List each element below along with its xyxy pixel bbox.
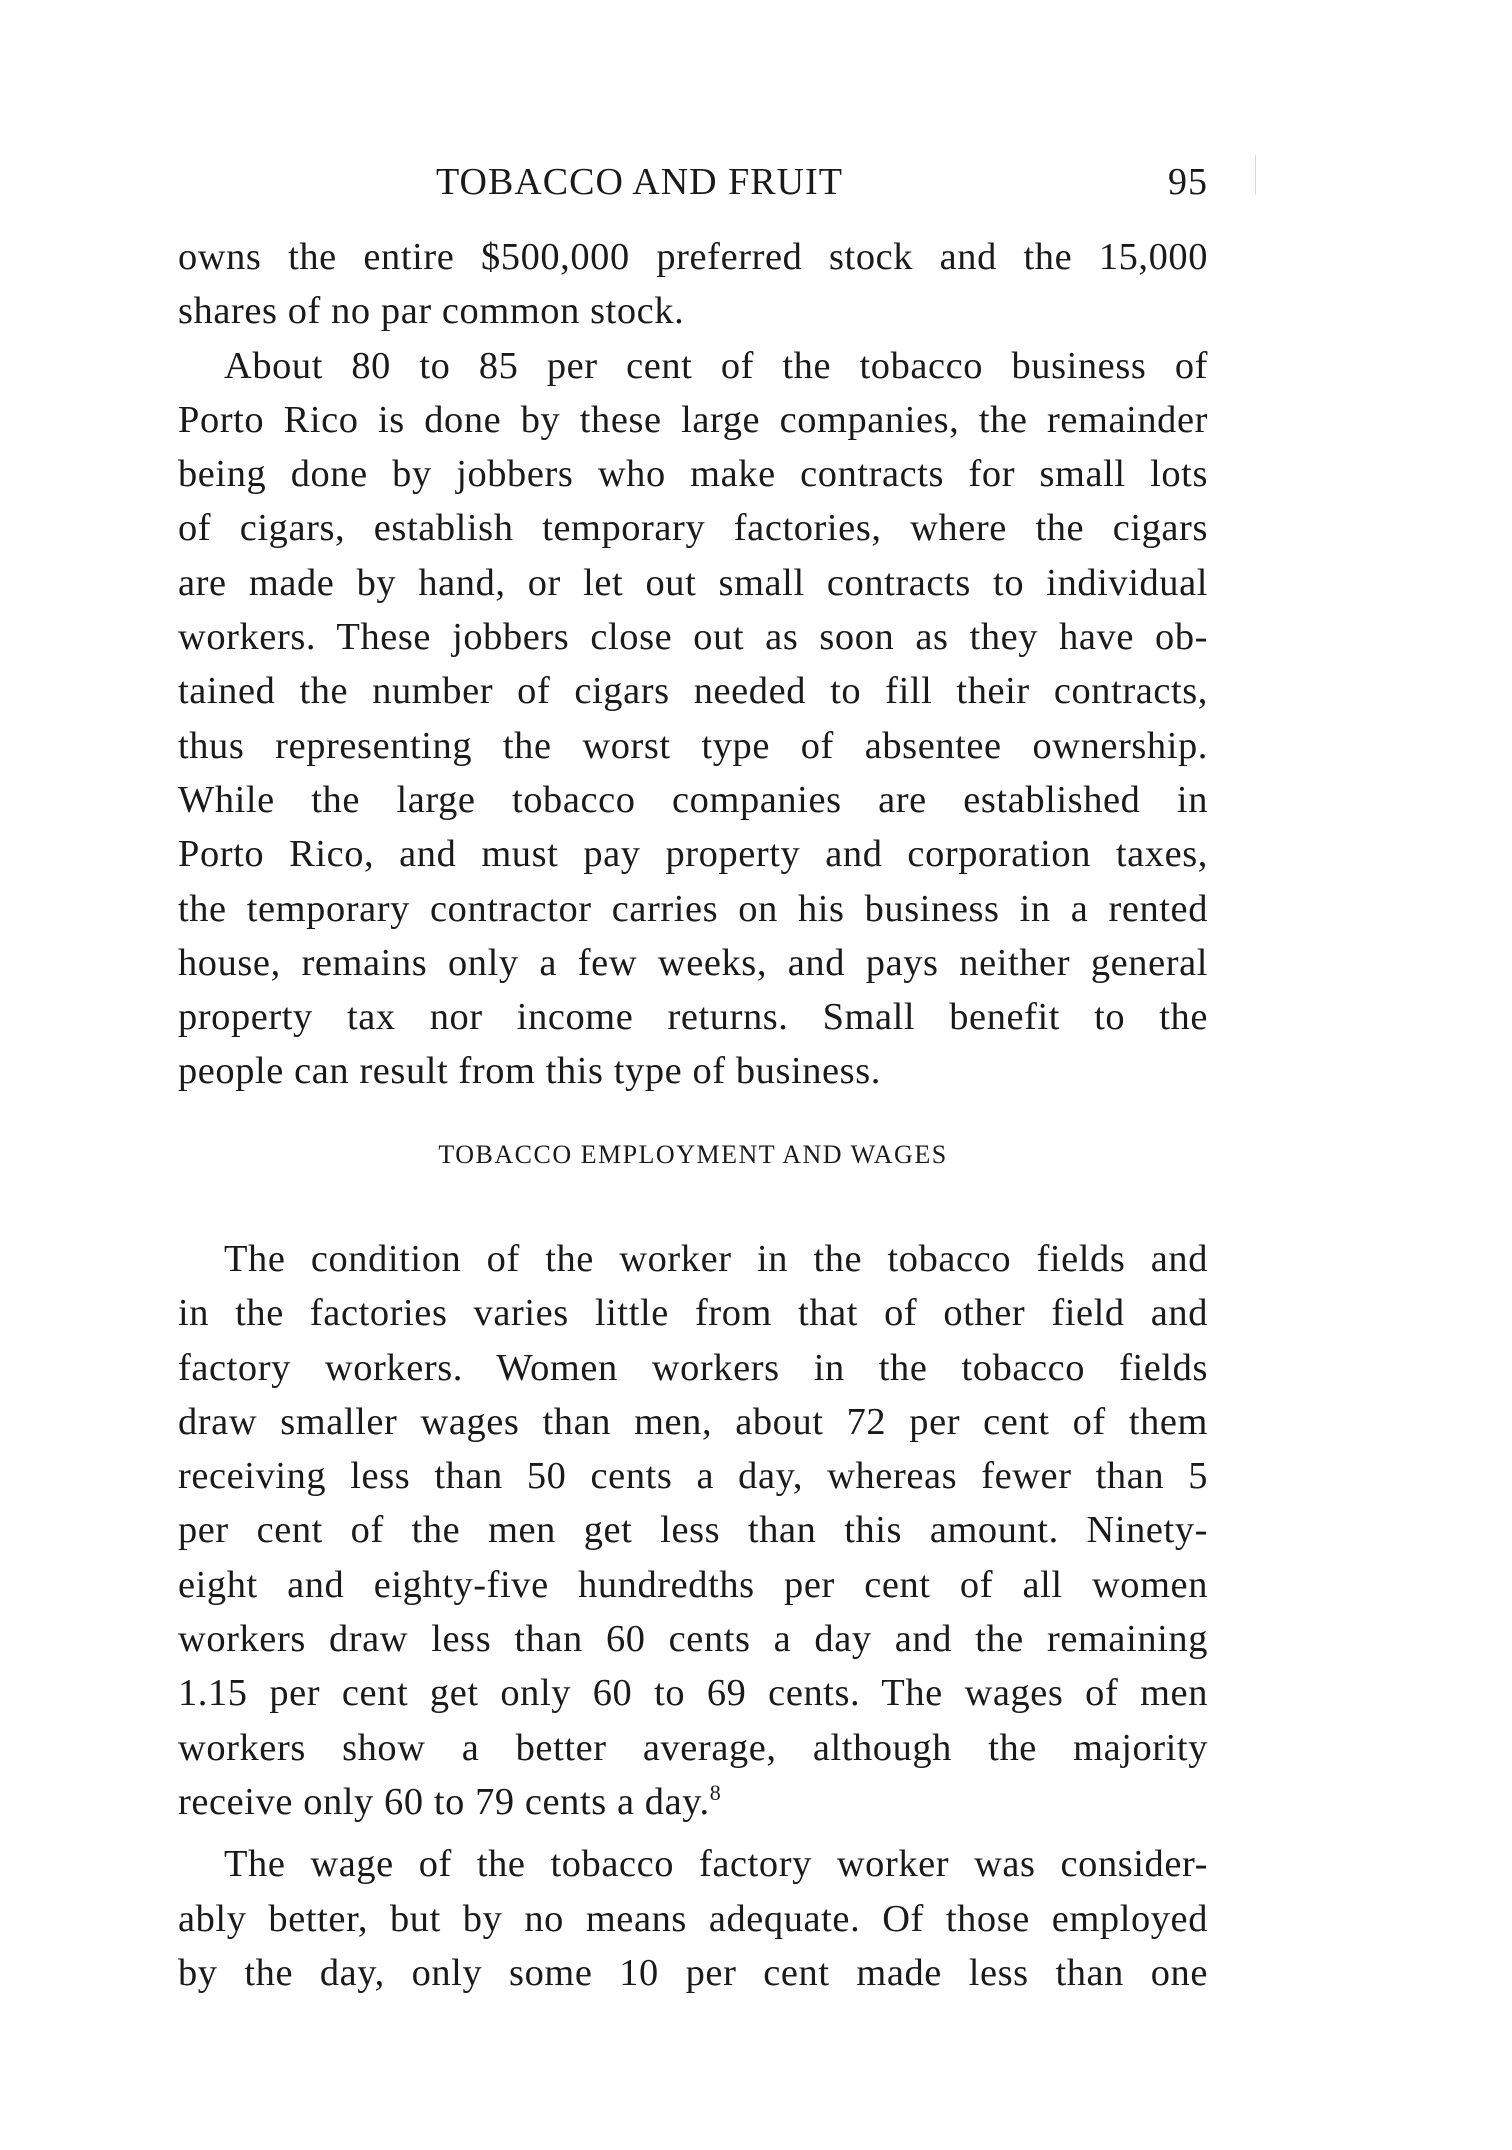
text-line: of cigars, establish temporary factories, where the cigars <box>178 507 1208 550</box>
text-line: While the large tobacco companies are established in <box>178 778 1208 821</box>
text-line: The wage of the tobacco factory worker was consider- <box>224 1843 1208 1886</box>
page-edge-mark <box>1255 155 1256 195</box>
text-line: receiving less than 50 cents a day, whereas fewer than 5 <box>178 1455 1208 1498</box>
text-line: by the day, only some 10 per cent made less than one <box>178 1951 1208 1994</box>
text-line: Porto Rico is done by these large companies, the remainder <box>178 398 1208 441</box>
text-line: eight and eighty-five hundredths per cent of all women <box>178 1563 1208 1606</box>
section-heading: TOBACCO EMPLOYMENT AND WAGES <box>438 1140 948 1169</box>
text-line-with-footnote <box>178 1775 1208 1829</box>
text-line: Porto Rico, and must pay property and corporation taxes, <box>178 833 1208 876</box>
text-line-content: receive only 60 to 79 cents a day. <box>178 1780 710 1823</box>
body-text-bottom <box>178 1232 1208 2000</box>
running-head <box>178 160 1208 212</box>
text-line: property tax nor income returns. Small benefit to the <box>178 996 1208 1039</box>
page-number: 95 <box>1168 161 1208 203</box>
text-line: house, remains only a few weeks, and pays neither general <box>178 941 1208 984</box>
body-text-top <box>178 230 1208 1099</box>
text-line: tained the number of cigars needed to fill their contracts, <box>178 670 1208 713</box>
text-line: shares of no par common stock. <box>178 290 685 333</box>
text-line: The condition of the worker in the tobacco fields and <box>224 1238 1208 1280</box>
text-line: factory workers. Women workers in the tobacco fields <box>178 1346 1208 1389</box>
text-line: 1.15 per cent get only 60 to 69 cents. The wages of men <box>178 1672 1208 1715</box>
text-line: per cent of the men get less than this amount. Ninety- <box>178 1509 1208 1552</box>
text-line: workers. These jobbers close out as soon as they have ob- <box>178 616 1208 659</box>
text-line: the temporary contractor carries on his business in a rented <box>178 887 1208 930</box>
text-line: workers show a better average, although the majority <box>178 1726 1208 1769</box>
footnote-reference[interactable]: 8 <box>709 1780 722 1806</box>
text-line: are made by hand, or let out small contracts to individual <box>178 561 1208 604</box>
text-line: ably better, but by no means adequate. Of those employed <box>178 1897 1208 1940</box>
text-line: workers draw less than 60 cents a day and the remaining <box>178 1618 1208 1661</box>
text-line: draw smaller wages than men, about 72 per cent of them <box>178 1400 1208 1443</box>
running-title: TOBACCO AND FRUIT <box>436 161 843 203</box>
text-line: people can result from this type of business. <box>178 1050 881 1093</box>
text-line: thus representing the worst type of absentee ownership. <box>178 724 1208 767</box>
text-line: About 80 to 85 per cent of the tobacco business of <box>224 344 1208 387</box>
text-line: owns the entire $500,000 preferred stock and the 15,000 <box>178 236 1208 278</box>
text-line: being done by jobbers who make contracts for small lots <box>178 453 1208 496</box>
text-line: in the factories varies little from that of other field and <box>178 1292 1208 1335</box>
